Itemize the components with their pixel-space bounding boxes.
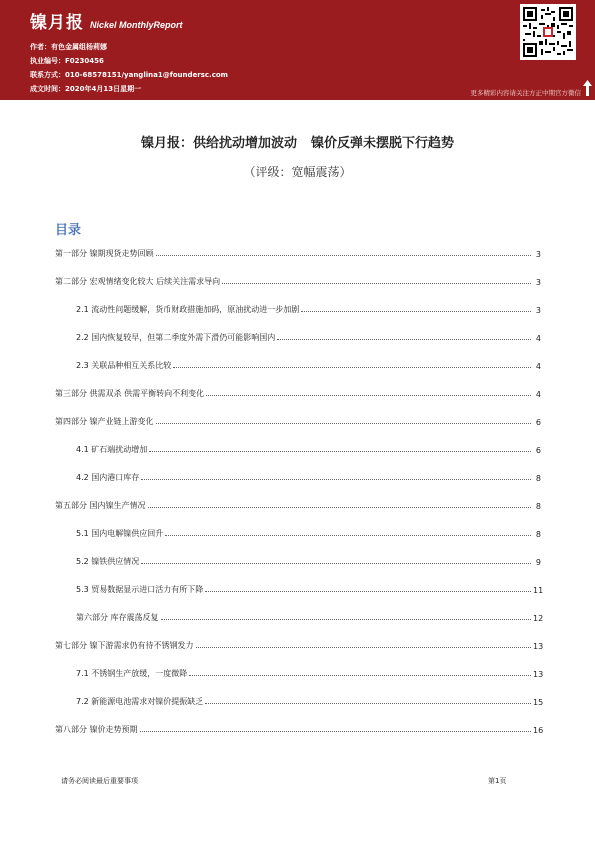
toc-entry[interactable]	[76, 329, 541, 343]
toc-entry[interactable]	[55, 245, 541, 259]
toc-entry-page: 8	[535, 474, 541, 483]
footer-disclaimer: 请务必阅读最后重要事项	[61, 777, 138, 785]
toc-entry[interactable]	[76, 441, 541, 455]
page-number: 第1页	[488, 777, 507, 785]
license-value: F0230456	[65, 57, 104, 65]
toc-leader-dots	[161, 619, 531, 620]
toc-entry[interactable]	[55, 273, 541, 287]
toc-entry-label: 7.1 不锈钢生产放缓，一度微降	[76, 669, 188, 678]
toc-entry[interactable]	[76, 581, 544, 595]
toc-entry-page: 6	[535, 446, 541, 455]
contact-value: 010-68578151/yanglina1@foundersc.com	[65, 71, 228, 79]
toc-entry-label: 5.1 国内电解镍供应回升	[76, 529, 164, 538]
toc-entry-label: 第四部分 镍产业链上游变化	[55, 417, 154, 426]
toc-entry-page: 15	[533, 698, 544, 707]
toc-leader-dots	[205, 703, 531, 704]
toc-entry-page: 9	[535, 558, 541, 567]
report-meta	[30, 40, 228, 96]
toc-entry-label: 第八部分 镍价走势预期	[55, 725, 138, 734]
toc-entry-label: 7.2 新能源电池需求对镍价提振缺乏	[76, 697, 204, 706]
toc-entry[interactable]	[76, 693, 544, 707]
toc-entry[interactable]	[76, 609, 544, 623]
toc-entry[interactable]	[76, 301, 541, 315]
toc-entry[interactable]	[55, 385, 541, 399]
contact-label: 联系方式：	[30, 71, 65, 79]
toc-entry[interactable]	[55, 721, 544, 735]
toc-leader-dots	[196, 647, 531, 648]
toc-entry-page: 3	[535, 306, 541, 315]
toc-leader-dots	[148, 507, 531, 508]
toc-entry-label: 第一部分 镍期现货走势回顾	[55, 249, 154, 258]
toc-entry-page: 6	[535, 418, 541, 427]
wechat-qr-code-icon	[520, 4, 576, 60]
brand	[30, 8, 183, 33]
toc-entry[interactable]	[55, 413, 541, 427]
toc-entry-label: 4.2 国内港口库存	[76, 473, 140, 482]
toc-leader-dots	[222, 283, 531, 284]
report-title-part2: 镍价反弹未摆脱下行趋势	[311, 136, 455, 151]
toc-entry-page: 12	[533, 614, 544, 623]
toc-entry-label: 第三部分 供需双杀 供需平衡转向不利变化	[55, 389, 205, 398]
contact-line	[30, 68, 228, 82]
author-label: 作者：	[30, 43, 51, 51]
toc-entry-label: 第五部分 国内镍生产情况	[55, 501, 146, 510]
date-line	[30, 82, 228, 96]
toc-entry-label: 5.2 镍铁供应情况	[76, 557, 140, 566]
toc-entry-page: 3	[535, 250, 541, 259]
toc-entry-label: 2.1 流动性问题缓解，货币财政措施加码，原油扰动进一步加剧	[76, 305, 300, 314]
toc-entry-label: 4.1 矿石端扰动增加	[76, 445, 148, 454]
toc-entry[interactable]	[55, 637, 544, 651]
toc-entry-page: 11	[533, 586, 544, 595]
toc-entry-page: 3	[535, 278, 541, 287]
toc-entry-label: 第六部分 库存震荡反复	[76, 613, 159, 622]
toc-entry-label: 第二部分 宏观情绪变化较大 后续关注需求导向	[55, 277, 221, 286]
toc-leader-dots	[140, 731, 531, 732]
toc-leader-dots	[301, 311, 531, 312]
toc-leader-dots	[156, 255, 531, 256]
toc-leader-dots	[173, 367, 531, 368]
toc-entry-page: 16	[533, 726, 544, 735]
toc-entry-label: 第七部分 镍下游需求仍有待不锈钢发力	[55, 641, 194, 650]
toc-leader-dots	[206, 395, 531, 396]
toc-entry[interactable]	[76, 553, 541, 567]
toc-leader-dots	[189, 675, 531, 676]
scroll-up-arrow-icon[interactable]	[583, 80, 592, 96]
toc-leader-dots	[141, 479, 531, 480]
toc-entry-page: 4	[535, 362, 541, 371]
report-header-band	[0, 0, 595, 100]
toc-leader-dots	[156, 423, 531, 424]
wechat-notice: 更多精彩内容请关注方正中期官方微信	[470, 89, 581, 97]
date-value: 2020年4月13日星期一	[65, 85, 142, 93]
toc-entry-label: 2.2 国内恢复较早，但第二季度外需下滑仍可能影响国内	[76, 333, 276, 342]
toc-entry-page: 13	[533, 642, 544, 651]
toc-entry-page: 13	[533, 670, 544, 679]
toc-entry-page: 4	[535, 390, 541, 399]
rating: （评级：宽幅震荡）	[243, 165, 352, 179]
toc-entry[interactable]	[76, 525, 541, 539]
toc-leader-dots	[165, 535, 531, 536]
toc-entry-page: 4	[535, 334, 541, 343]
toc-entry[interactable]	[76, 469, 541, 483]
toc-entry-label: 5.3 贸易数据显示进口活力有所下降	[76, 585, 204, 594]
toc-entry[interactable]	[76, 357, 541, 371]
license-line	[30, 54, 228, 68]
license-label: 执业编号：	[30, 57, 65, 65]
toc-entry-page: 8	[535, 530, 541, 539]
report-title	[0, 132, 595, 151]
author-value: 有色金属组杨莉娜	[51, 43, 107, 51]
toc-entry-page: 8	[535, 502, 541, 511]
toc-heading: 目录	[55, 223, 82, 238]
toc-entry-label: 2.3 关联品种相互关系比较	[76, 361, 172, 370]
author-line	[30, 40, 228, 54]
toc-leader-dots	[149, 451, 531, 452]
toc-leader-dots	[277, 339, 531, 340]
toc-leader-dots	[141, 563, 531, 564]
toc-leader-dots	[205, 591, 531, 592]
date-label: 成文时间：	[30, 85, 65, 93]
brand-title-en: Nickel MonthlyReport	[90, 20, 183, 30]
toc-entry[interactable]	[55, 497, 541, 511]
toc-entry[interactable]	[76, 665, 544, 679]
report-title-part1: 镍月报：供给扰动增加波动	[140, 136, 297, 151]
brand-title-cn: 镍月报	[30, 13, 84, 33]
